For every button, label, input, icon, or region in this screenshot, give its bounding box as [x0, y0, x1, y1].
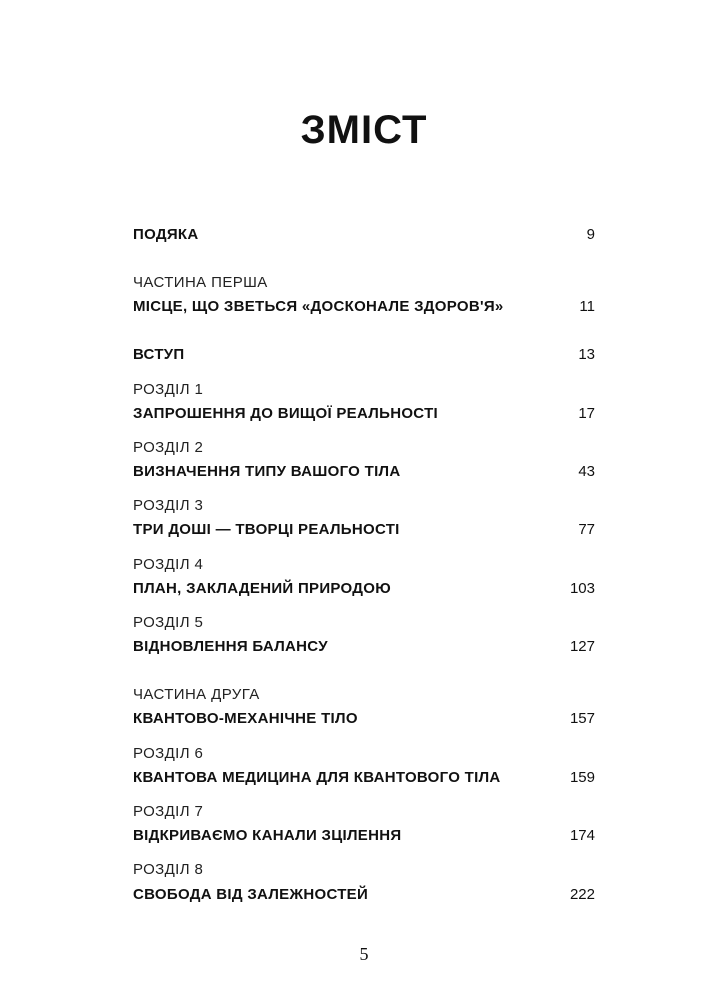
entry-title: ВИЗНАЧЕННЯ ТИПУ ВАШОГО ТІЛА: [133, 463, 401, 480]
toc-entry-acknowledgements[interactable]: [133, 224, 595, 246]
entry-page-number: 127: [569, 638, 595, 655]
toc-entry-part-two[interactable]: [133, 708, 595, 730]
entry-title: СВОБОДА ВІД ЗАЛЕЖНОСТЕЙ: [133, 886, 369, 903]
toc-chapter-label: [133, 379, 595, 401]
entry-title: ВІДКРИВАЄМО КАНАЛИ ЗЦІЛЕННЯ: [133, 827, 402, 844]
entry-page-number: 157: [569, 710, 595, 727]
toc-entry-chapter-7[interactable]: [133, 825, 595, 847]
entry-title: МІСЦЕ, ЩО ЗВЕТЬСЯ «ДОСКОНАЛЕ ЗДОРОВ'Я»: [133, 298, 504, 315]
entry-title: КВАНТОВА МЕДИЦИНА ДЛЯ КВАНТОВОГО ТІЛА: [133, 769, 501, 786]
entry-page-number: 11: [579, 298, 595, 315]
chapter-label: РОЗДІЛ 3: [133, 497, 204, 514]
entry-title: ПЛАН, ЗАКЛАДЕНИЙ ПРИРОДОЮ: [133, 580, 392, 597]
chapter-label: РОЗДІЛ 4: [133, 556, 204, 573]
entry-title: ТРИ ДОШІ — ТВОРЦІ РЕАЛЬНОСТІ: [133, 521, 400, 538]
entry-page-number: 9: [586, 226, 595, 243]
toc-entry-chapter-5[interactable]: [133, 636, 595, 658]
toc-entry-part-one[interactable]: [133, 296, 595, 318]
toc-entry-chapter-8[interactable]: [133, 884, 595, 906]
toc-entry-chapter-2[interactable]: [133, 461, 595, 483]
toc-part-label: [133, 272, 595, 294]
entry-page-number: 103: [569, 580, 595, 597]
chapter-label: РОЗДІЛ 2: [133, 439, 204, 456]
toc-entry-chapter-1[interactable]: [133, 403, 595, 425]
chapter-label: РОЗДІЛ 1: [133, 381, 204, 398]
toc-entry-chapter-4[interactable]: [133, 578, 595, 600]
toc-chapter-label: [133, 801, 595, 823]
entry-title: ЗАПРОШЕННЯ ДО ВИЩОЇ РЕАЛЬНОСТІ: [133, 405, 438, 422]
toc-chapter-label: [133, 743, 595, 765]
entry-page-number: 43: [578, 463, 595, 480]
entry-page-number: 17: [578, 405, 595, 422]
toc-entry-chapter-3[interactable]: [133, 519, 595, 541]
toc-chapter-label: [133, 859, 595, 881]
part-label: ЧАСТИНА ПЕРША: [133, 274, 268, 291]
table-of-contents: [133, 0, 595, 1000]
entry-title: ПОДЯКА: [133, 226, 199, 243]
entry-page-number: 77: [578, 521, 595, 538]
toc-entry-introduction[interactable]: [133, 344, 595, 366]
toc-chapter-label: [133, 495, 595, 517]
entry-title: ВІДНОВЛЕННЯ БАЛАНСУ: [133, 638, 328, 655]
toc-chapter-label: [133, 612, 595, 634]
toc-part-label: [133, 684, 595, 706]
entry-title: ВСТУП: [133, 346, 185, 363]
chapter-label: РОЗДІЛ 6: [133, 745, 204, 762]
part-label: ЧАСТИНА ДРУГА: [133, 686, 260, 703]
toc-heading: ЗМІСТ: [300, 108, 428, 152]
entry-page-number: 174: [569, 827, 595, 844]
entry-page-number: 159: [569, 769, 595, 786]
toc-chapter-label: [133, 437, 595, 459]
entry-title: КВАНТОВО-МЕХАНІЧНЕ ТІЛО: [133, 710, 358, 727]
page-number: 5: [359, 944, 369, 964]
toc-entry-chapter-6[interactable]: [133, 767, 595, 789]
chapter-label: РОЗДІЛ 5: [133, 614, 204, 631]
entry-page-number: 222: [569, 886, 595, 903]
toc-chapter-label: [133, 554, 595, 576]
chapter-label: РОЗДІЛ 8: [133, 861, 204, 878]
entry-page-number: 13: [578, 346, 595, 363]
chapter-label: РОЗДІЛ 7: [133, 803, 204, 820]
